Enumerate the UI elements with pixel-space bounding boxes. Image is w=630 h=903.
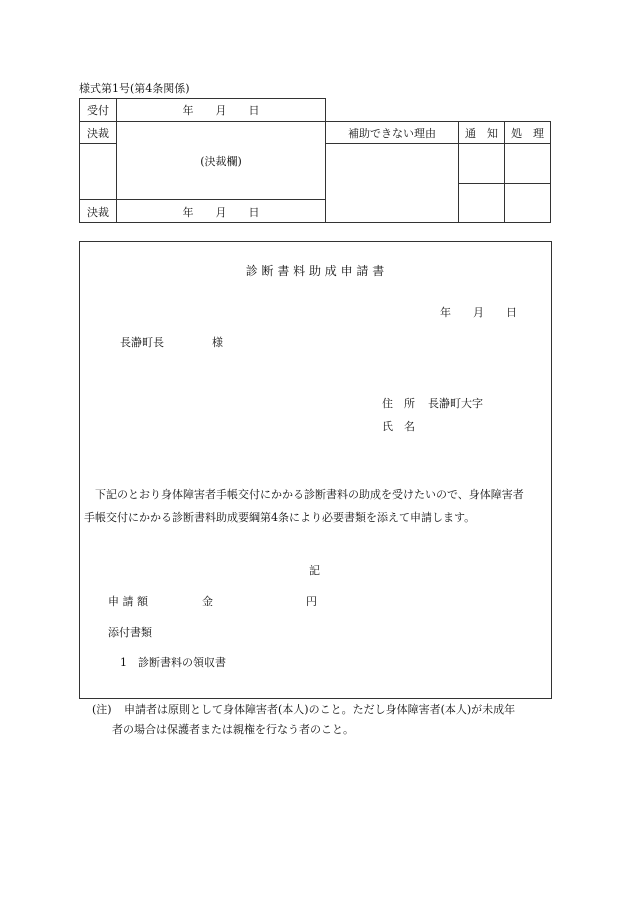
form-number-label: 様式第1号(第4条関係) xyxy=(79,82,190,95)
amount-yen: 円 xyxy=(306,595,317,608)
attachment-label: 添付書類 xyxy=(108,626,152,639)
kessai-label: 決裁 xyxy=(87,127,109,140)
address-label: 住 所 xyxy=(382,397,415,410)
application-date: 年 月 日 xyxy=(440,306,517,319)
note-line2: 者の場合は保護者または親権を行なう者のこと。 xyxy=(112,723,354,736)
attachment-item: 1 診断書料の領収書 xyxy=(120,656,226,669)
application-title: 診 断 書 料 助 成 申 請 書 xyxy=(245,264,385,278)
process-header: 処 理 xyxy=(511,127,544,140)
body-text-line2: 手帳交付にかかる診断書料助成要綱第4条により必要書類を添えて申請します。 xyxy=(84,511,476,524)
uketsuke-label: 受付 xyxy=(87,104,109,117)
notice-header: 通 知 xyxy=(465,127,498,140)
note-prefix: (注) xyxy=(92,703,112,716)
ki-heading: 記 xyxy=(309,564,320,577)
addressee: 長瀞町長 xyxy=(120,336,164,349)
note-line1: 申請者は原則として身体障害者(本人)のこと。ただし身体障害者(本人)が未成年 xyxy=(124,703,516,716)
kessai-bottom-label: 決裁 xyxy=(87,206,109,219)
amount-label: 申 請 額 xyxy=(108,595,148,608)
uketsuke-date: 年 月 日 xyxy=(182,104,260,117)
address-value: 長瀞町大字 xyxy=(428,397,483,410)
reason-header: 補助できない理由 xyxy=(348,127,436,140)
amount-kin: 金 xyxy=(202,595,213,608)
kessai-column-label: (決裁欄) xyxy=(200,155,242,168)
honorific: 様 xyxy=(212,336,223,349)
name-label: 氏 名 xyxy=(382,420,415,433)
kessai-date: 年 月 日 xyxy=(182,206,260,219)
body-text-line1: 下記のとおり身体障害者手帳交付にかかる診断書料の助成を受けたいので、身体障害者 xyxy=(95,488,524,501)
